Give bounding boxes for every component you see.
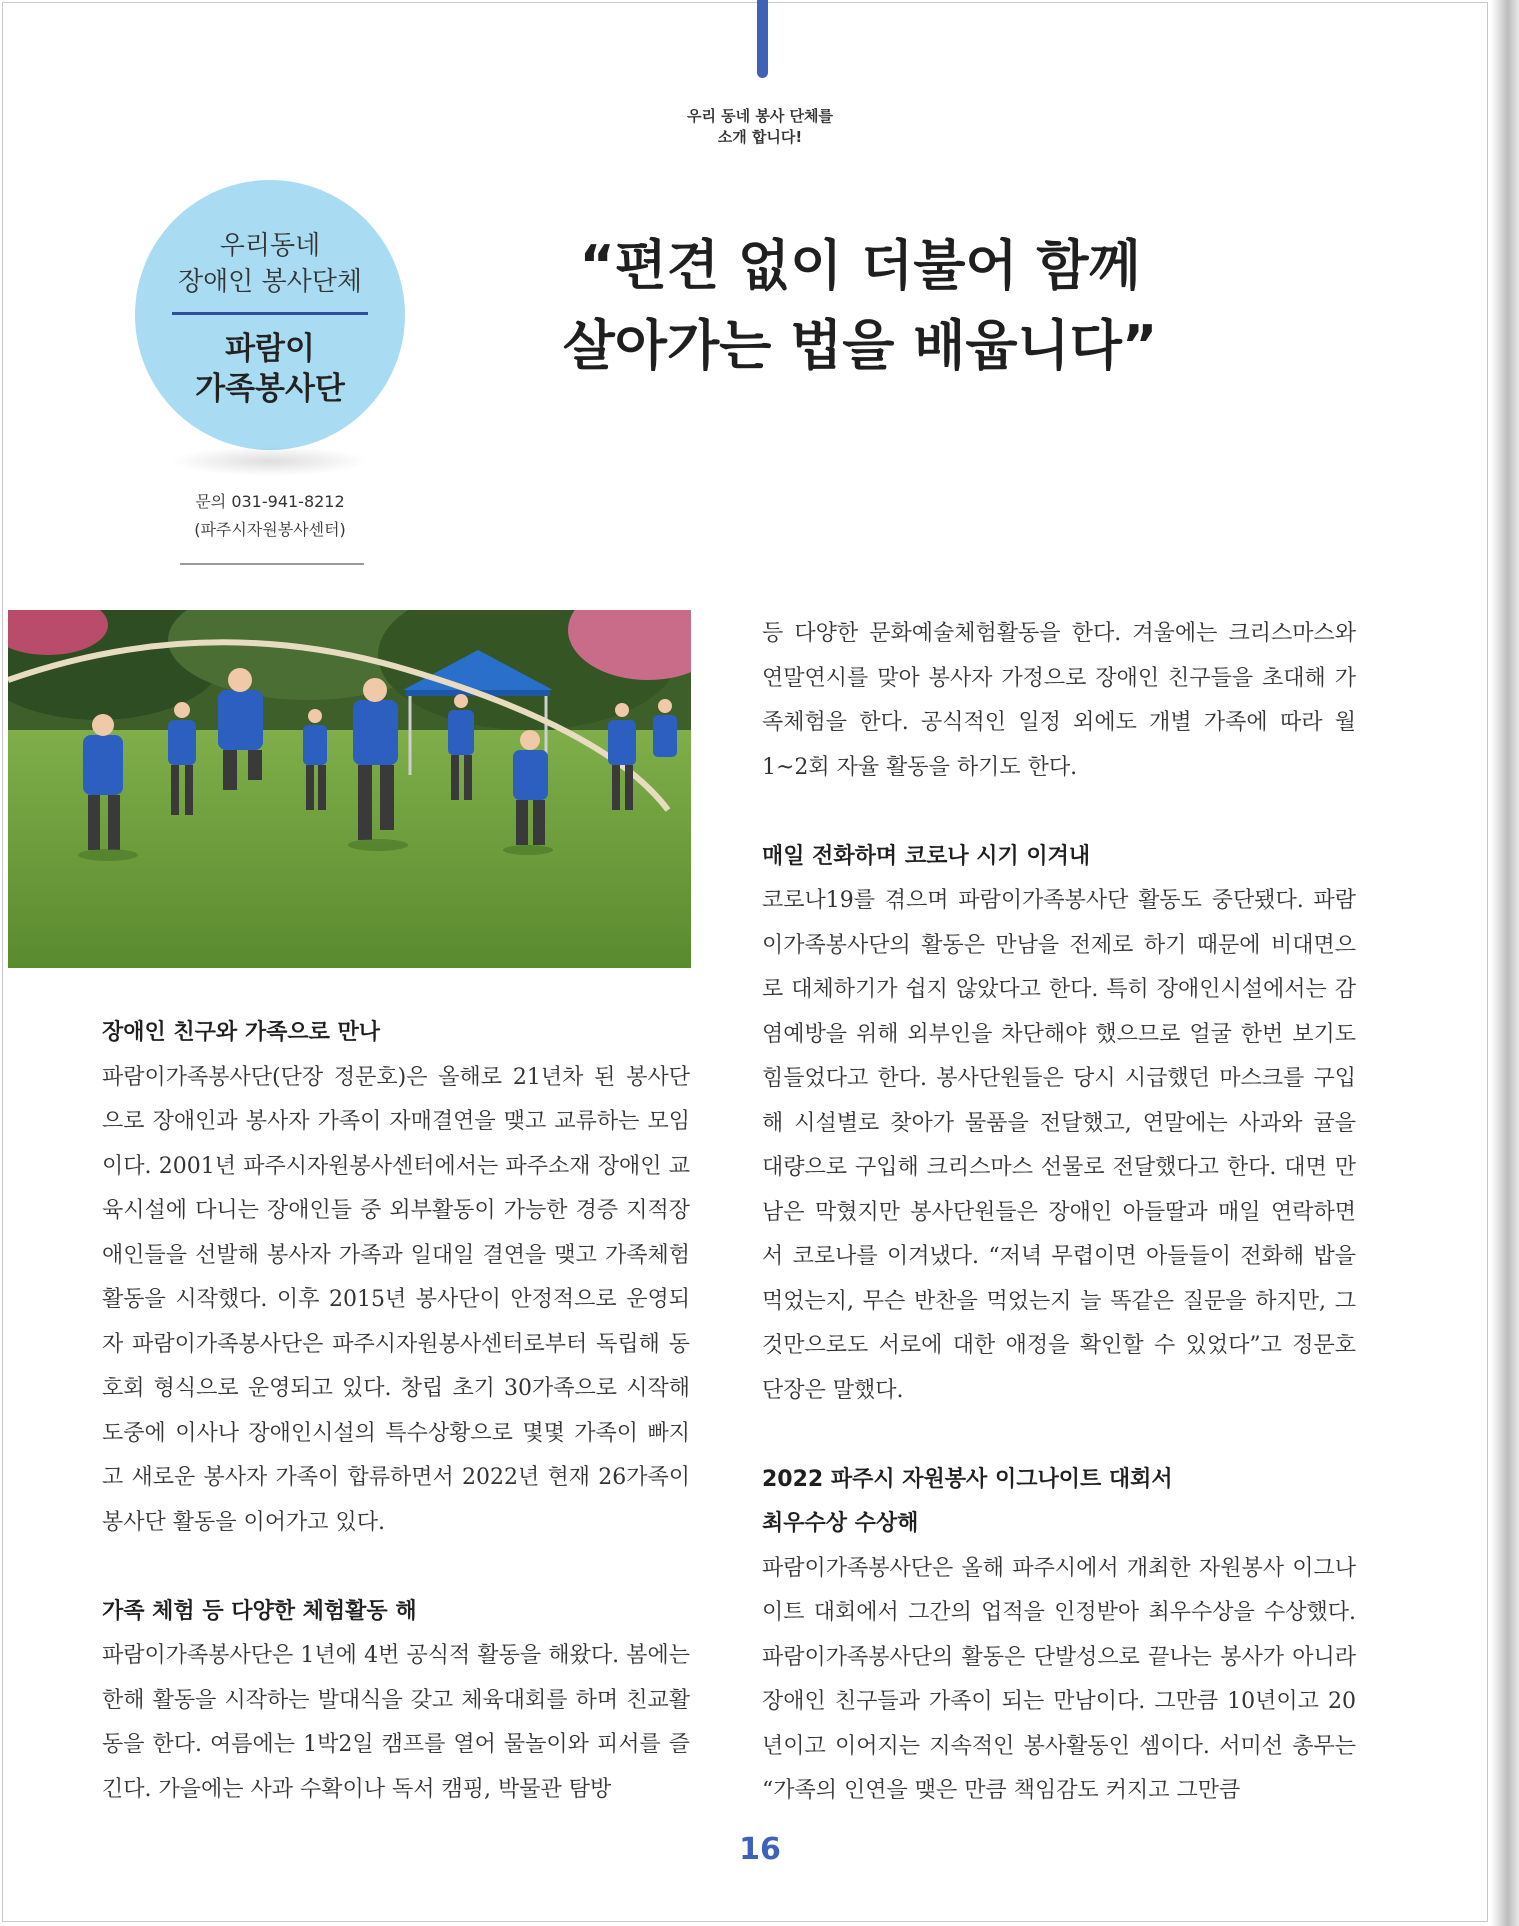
badge-divider bbox=[172, 312, 368, 315]
badge-shadow bbox=[170, 446, 370, 476]
badge-org-name bbox=[135, 329, 405, 409]
section-label-line2: 소개 합니다! bbox=[717, 128, 803, 146]
section-body-activities-continued: 등 다양한 문화예술체험활동을 한다. 겨울에는 크리스마스와 연말연시를 맞아 봉사자 가정으로 장애인 친구들을 초대해 가족체험을 한다. 공식적인 일정 외에도 개별 가족에 따라 월 1~2회 자율 활동을 하기도 한다. bbox=[762, 621, 1356, 780]
contact-rule bbox=[180, 563, 364, 565]
page-edge bbox=[1491, 0, 1519, 1926]
activity-photo-illustration bbox=[8, 610, 691, 968]
contact-phone: 문의 031-941-8212 bbox=[195, 492, 345, 511]
section-label bbox=[640, 106, 880, 148]
section-heading-award-line2: 최우수상 수상해 bbox=[762, 1511, 919, 1536]
section-label-line1: 우리 동네 봉사 단체를 bbox=[686, 107, 834, 125]
section-heading-meeting: 장애인 친구와 가족으로 만나 bbox=[102, 1020, 381, 1045]
section-body-activities: 파람이가족봉사단은 1년에 4번 공식적 활동을 해왔다. 봄에는 한해 활동을 시작하는 발대식을 갖고 체육대회를 하며 친교활동을 한다. 여름에는 1박2일 캠프를 열어 물놀이와 피서를 즐긴다. 가을에는 사과 수확이나 독서 캠핑, 박물관 탐방 bbox=[102, 1643, 690, 1802]
organization-badge bbox=[135, 180, 405, 450]
contact-org: (파주시자원봉사센터) bbox=[194, 520, 346, 539]
activity-photo bbox=[8, 610, 691, 968]
headline bbox=[540, 226, 1180, 386]
badge-org-name-line1: 파람이 bbox=[225, 331, 315, 367]
article-left-column bbox=[102, 1011, 690, 1812]
section-body-award: 파람이가족봉사단은 올해 파주시에서 개최한 자원봉사 이그나이트 대회에서 그간의 업적을 인정받아 최우수상을 수상했다. 파람이가족봉사단의 활동은 단발성으로 끝나는 봉사가 아니라 장애인 친구들과 가족이 되는 만남이다. 그만큼 10년이고 20년이고 이어지는 지속적인 봉사활동인 셈이다. 서미선 총무는 “가족의 인연을 맺은 만큼 책임감도 커지고 그만큼 bbox=[762, 1555, 1356, 1803]
section-body-meeting: 파람이가족봉사단(단장 정문호)은 올해로 21년차 된 봉사단으로 장애인과 봉사자 가족이 자매결연을 맺고 교류하는 모임이다. 2001년 파주시자원봉사센터에서는 파주소재 장애인 교육시설에 다니는 장애인들 중 외부활동이 가능한 경증 지적장애인들을 선발해 봉사자 가족과 일대일 결연을 맺고 가족체험활동을 시작했다. 이후 2015년 봉사단이 안정적으로 운영되자 파람이가족봉사단은 파주시자원봉사센터로부터 독립해 동호회 형식으로 운영되고 있다. 창립 초기 30가족으로 시작해 도중에 이사나 장애인시설의 특수상황으로 몇몇 가족이 빠지고 새로운 봉사자 가족이 합류하면서 2022년 현재 26가족이 봉사단 활동을 이어가고 있다. bbox=[102, 1064, 690, 1535]
badge-category-line2: 장애인 봉사단체 bbox=[177, 267, 363, 297]
badge-org-name-line2: 가족봉사단 bbox=[195, 371, 345, 407]
headline-line1: “편견 없이 더불어 함께 bbox=[579, 234, 1141, 297]
contact-info bbox=[170, 488, 370, 544]
page-number: 16 bbox=[739, 1832, 781, 1867]
headline-line2: 살아가는 법을 배웁니다” bbox=[562, 314, 1158, 377]
badge-category-line1: 우리동네 bbox=[219, 231, 321, 261]
section-body-covid: 코로나19를 겪으며 파람이가족봉사단 활동도 중단됐다. 파람이가족봉사단의 활동은 만남을 전제로 하기 때문에 비대면으로 대체하기가 쉽지 않았다고 한다. 특히 장애인시설에서는 감염예방을 위해 외부인을 차단해야 했으므로 얼굴 한번 보기도 힘들었다고 한다. 봉사단원들은 당시 시급했던 마스크를 구입해 시설별로 찾아가 물품을 전달했고, 연말에는 사과와 귤을 대량으로 구입해 크리스마스 선물로 전달했다고 한다. 대면 만남은 막혔지만 봉사단원들은 장애인 아들딸과 매일 연락하면서 코로나를 이겨냈다. “저녁 무렵이면 아들들이 전화해 밥을 먹었는지, 무슨 반찬을 먹었는지 늘 똑같은 질문을 하지만, 그것만으로도 서로에 대한 애정을 확인할 수 있었다”고 정문호 단장은 말했다. bbox=[762, 888, 1356, 1403]
section-heading-activities: 가족 체험 등 다양한 체험활동 해 bbox=[102, 1598, 417, 1624]
top-accent-bar bbox=[757, 0, 768, 78]
article-right-column bbox=[762, 612, 1356, 1814]
section-heading-award-line1: 2022 파주시 자원봉사 이그나이트 대회서 bbox=[762, 1466, 1173, 1492]
section-heading-covid: 매일 전화하며 코로나 시기 이겨내 bbox=[762, 843, 1091, 869]
badge-category bbox=[135, 228, 405, 300]
